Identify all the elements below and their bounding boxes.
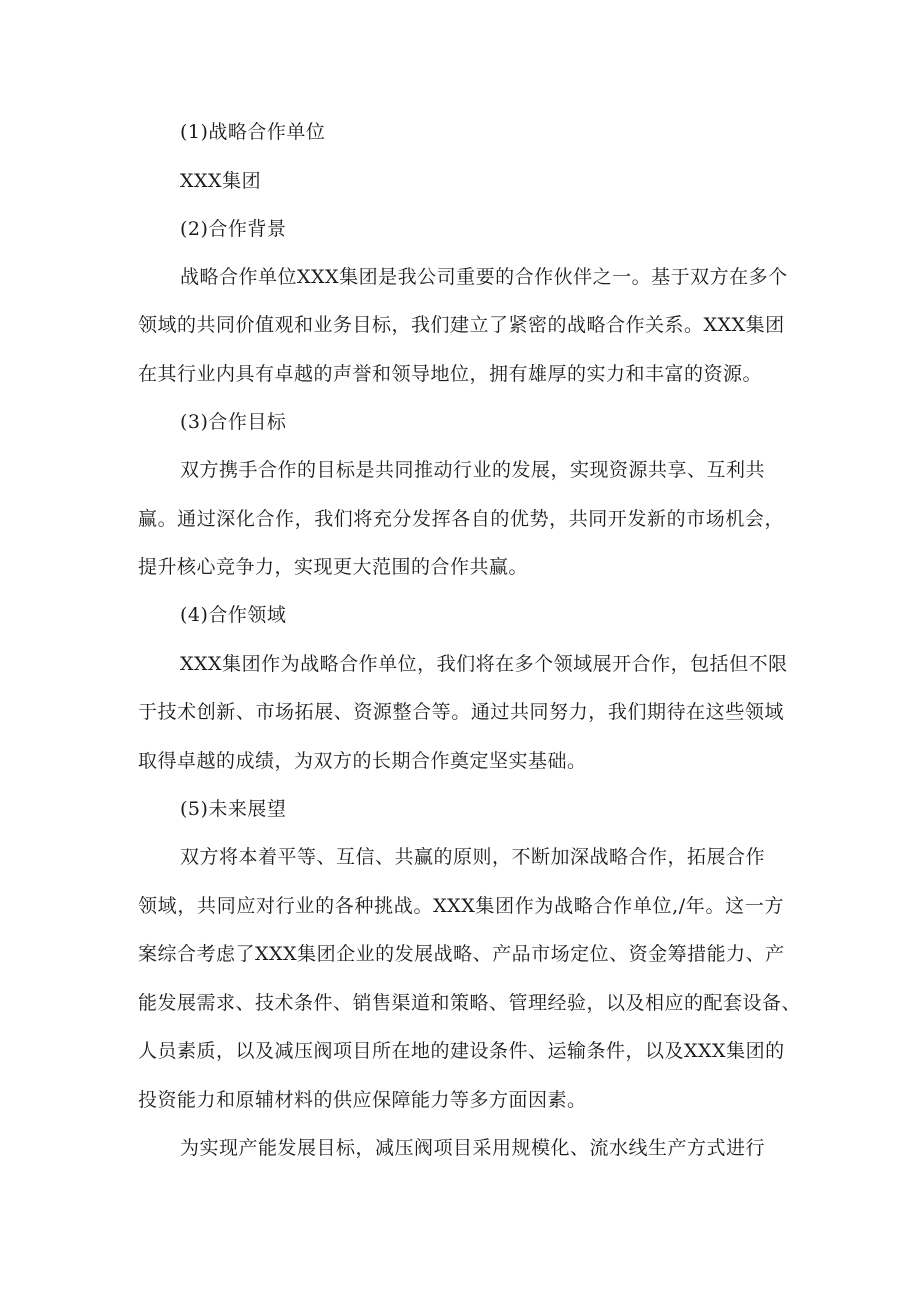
section-2-heading: (2)合作背景 bbox=[180, 218, 287, 240]
paragraph-line: 双方携手合作的目标是共同推动行业的发展，实现资源共享、互利共 bbox=[180, 459, 766, 481]
paragraph-line: 赢。通过深化合作，我们将充分发挥各自的优势，共同开发新的市场机会， bbox=[138, 508, 784, 530]
paragraph-line: 能发展需求、技术条件、销售渠道和策略、管理经验，以及相应的配套设备、 bbox=[138, 992, 802, 1014]
section-3-heading: (3)合作目标 bbox=[180, 411, 287, 433]
section-5-heading: (5)未来展望 bbox=[180, 798, 287, 820]
paragraph-line: XXX集团作为战略合作单位，我们将在多个领域展开合作，包括但不限 bbox=[180, 653, 788, 675]
paragraph-line: 领域，共同应对行业的各种挑战。XXX集团作为战略合作单位,/年。这一方 bbox=[138, 895, 784, 917]
paragraph-line: 为实现产能发展目标，减压阀项目采用规模化、流水线生产方式进行 bbox=[180, 1137, 766, 1159]
section-1-heading: (1)战略合作单位 bbox=[180, 121, 326, 143]
paragraph-line: 领域的共同价值观和业务目标，我们建立了紧密的战略合作关系。XXX集团 bbox=[138, 314, 785, 336]
paragraph-line: 案综合考虑了XXX集团企业的发展战略、产品市场定位、资金筹措能力、产 bbox=[138, 943, 785, 965]
paragraph-line: 双方将本着平等、互信、共赢的原则，不断加深战略合作，拓展合作 bbox=[180, 846, 766, 868]
paragraph-line: 提升核心竞争力，实现更大范围的合作共赢。 bbox=[138, 556, 529, 578]
paragraph-line: 人员素质，以及减压阀项目所在地的建设条件、运输条件，以及XXX集团的 bbox=[138, 1040, 785, 1062]
paragraph-line: 战略合作单位XXX集团是我公司重要的合作伙伴之一。基于双方在多个 bbox=[180, 266, 788, 288]
partner-name: XXX集团 bbox=[180, 170, 262, 192]
paragraph-line: 于技术创新、市场拓展、资源整合等。通过共同努力，我们期待在这些领域 bbox=[138, 701, 784, 723]
section-4-heading: (4)合作领域 bbox=[180, 604, 287, 626]
paragraph-line: 取得卓越的成绩，为双方的长期合作奠定坚实基础。 bbox=[138, 750, 587, 772]
paragraph-line: 在其行业内具有卓越的声誉和领导地位，拥有雄厚的实力和丰富的资源。 bbox=[138, 363, 763, 385]
paragraph-line: 投资能力和原辅材料的供应保障能力等多方面因素。 bbox=[138, 1089, 587, 1111]
